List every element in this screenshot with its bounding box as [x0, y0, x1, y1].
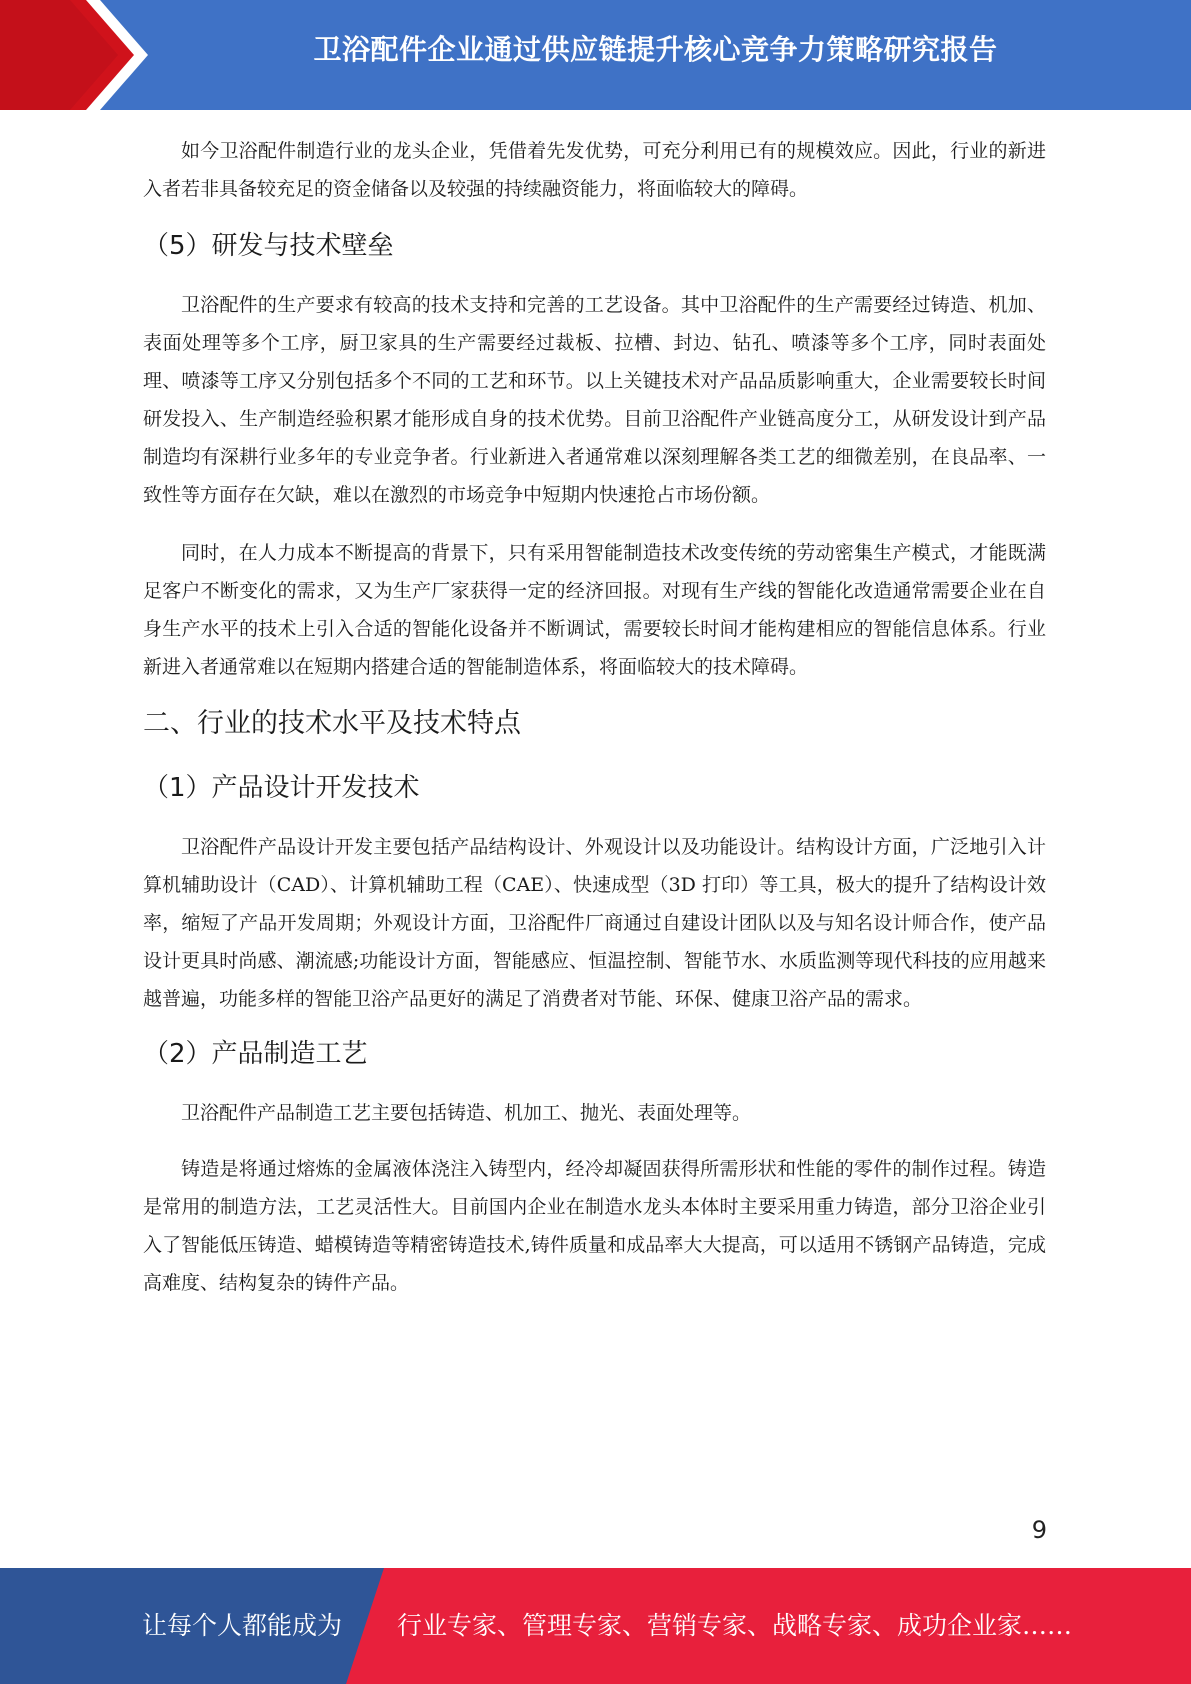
paragraph-2: 卫浴配件的生产要求有较高的技术支持和完善的工艺设备。其中卫浴配件的生产需要经过铸造、机加、表面处理等多个工序，厨卫家具的生产需要经过裁板、拉槽、封边、钻孔、喷漆等多个工序，同时表面处理、喷漆等工序又分别包括多个不同的工艺和环节。以上关键技术对产品品质影响重大，企业需要较长时间研发投入、生产制造经验积累才能形成自身的技术优势。目前卫浴配件产业链高度分工，从研发设计到产品制造均有深耕行业多年的专业竞争者。行业新进入者通常难以深刻理解各类工艺的细微差别，在良品率、一致性等方面存在欠缺，难以在激烈的市场竞争中短期内快速抢占市场份额。: [143, 294, 1046, 506]
document-body: [143, 132, 1046, 1302]
paragraph-1: 如今卫浴配件制造行业的龙头企业，凭借着先发优势，可充分利用已有的规模效应。因此，行业的新进入者若非具备较充足的资金储备以及较强的持续融资能力，将面临较大的障碍。: [143, 140, 1046, 200]
page-number: 9: [1031, 1516, 1047, 1544]
footer-slogan-right: 行业专家、管理专家、营销专家、战略专家、成功企业家……: [397, 1611, 1073, 1640]
paragraph-6: 铸造是将通过熔炼的金属液体浇注入铸型内，经冷却凝固获得所需形状和性能的零件的制作过程。铸造是常用的制造方法，工艺灵活性大。目前国内企业在制造水龙头本体时主要采用重力铸造，部分卫浴企业引入了智能低压铸造、蜡模铸造等精密铸造技术,铸件质量和成品率大大提高，可以适用不锈钢产品铸造，完成高难度、结构复杂的铸件产品。: [143, 1158, 1046, 1294]
paragraph-5: 卫浴配件产品制造工艺主要包括铸造、机加工、抛光、表面处理等。: [181, 1102, 752, 1124]
document-title: 卫浴配件企业通过供应链提升核心竞争力策略研究报告: [313, 33, 998, 66]
paragraph-4: 卫浴配件产品设计开发主要包括产品结构设计、外观设计以及功能设计。结构设计方面，广泛地引入计算机辅助设计（CAD）、计算机辅助工程（CAE）、快速成型（3D 打印）等工具，极大的提升了结构设计效率，缩短了产品开发周期；外观设计方面，卫浴配件厂商通过自建设计团队以及与知名设计师合作，使产品设计更具时尚感、潮流感;功能设计方面，智能感应、恒温控制、智能节水、水质监测等现代科技的应用越来越普遍，功能多样的智能卫浴产品更好的满足了消费者对节能、环保、健康卫浴产品的需求。: [143, 836, 1046, 1010]
chapter-heading-2: 二、行业的技术水平及技术特点: [143, 708, 521, 739]
paragraph-3: 同时，在人力成本不断提高的背景下，只有采用智能制造技术改变传统的劳动密集生产模式，才能既满足客户不断变化的需求，又为生产厂家获得一定的经济回报。对现有生产线的智能化改造通常需要企业在自身生产水平的技术上引入合适的智能化设备并不断调试，需要较长时间才能构建相应的智能信息体系。行业新进入者通常难以在短期内搭建合适的智能制造体系，将面临较大的技术障碍。: [143, 542, 1046, 678]
section-heading-2: （2）产品制造工艺: [143, 1039, 368, 1069]
footer-slogan-left: 让每个人都能成为: [142, 1611, 343, 1640]
page-footer: [0, 1568, 1191, 1684]
section-heading-1: （1）产品设计开发技术: [143, 773, 420, 803]
section-heading-5: （5）研发与技术壁垒: [143, 231, 394, 261]
page-header: [0, 0, 1191, 110]
